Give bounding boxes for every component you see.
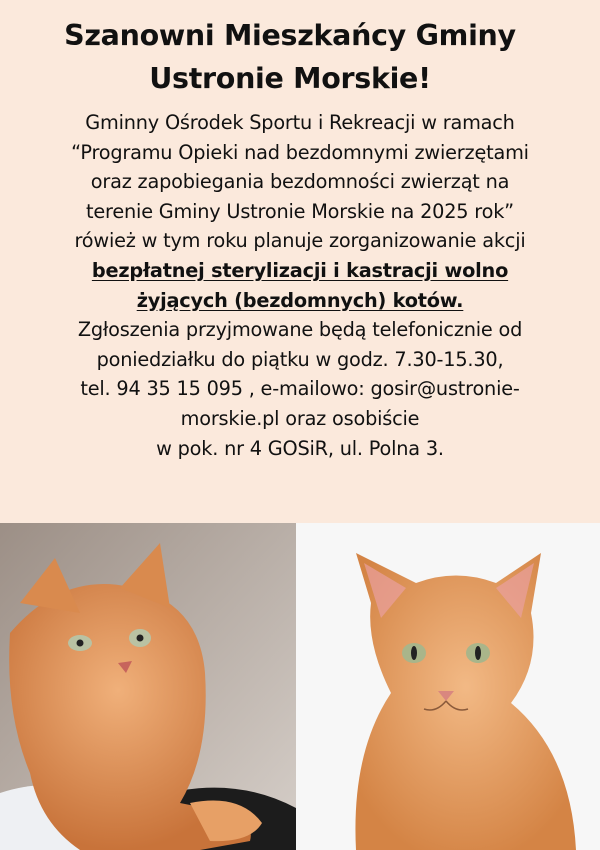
ginger-cat-photo	[296, 523, 600, 850]
body-line-2: “Programu Opieki nad bezdomnymi zwierzętami	[71, 140, 529, 164]
body-line-4: terenie Gminy Ustronie Morskie na 2025 rok”	[86, 199, 514, 223]
title-line-1: Szanowni Mieszkańcy Gminy	[64, 19, 516, 52]
title-line-2: Ustronie Morskie!	[149, 62, 431, 95]
contact-line-1: Zgłoszenia przyjmowane będą telefonicznie od	[77, 318, 523, 342]
body-line-5: rówież w tym roku planuje zorganizowanie akcji	[74, 229, 526, 253]
contact-line-4: morskie.pl oraz osobiście	[180, 406, 420, 430]
announcement-text	[0, 108, 600, 463]
contact-line-5: w pok. nr 4 GOSiR, ul. Polna 3.	[156, 436, 444, 460]
emphasis-line-1: bezpłatnej sterylizacji i kastracji wolno	[91, 258, 509, 282]
contact-line-2: poniedziałku do piątku w godz. 7.30-15.30,	[96, 347, 504, 371]
ginger-cat-photo	[0, 523, 296, 850]
body-line-1: Gminny Ośrodek Sportu i Rekreacji w ramach	[85, 111, 515, 134]
right-cat-photo	[296, 523, 600, 850]
cat-photos	[0, 523, 600, 850]
left-cat-photo	[0, 523, 296, 850]
body-line-3: oraz zapobiegania bezdomności zwierząt na	[90, 170, 510, 194]
contact-line-3: tel. 94 35 15 095 , e-mailowo: gosir@ustronie-	[80, 377, 520, 401]
emphasis-line-2: żyjących (bezdomnych) kotów.	[136, 288, 464, 312]
page-title	[0, 14, 580, 100]
